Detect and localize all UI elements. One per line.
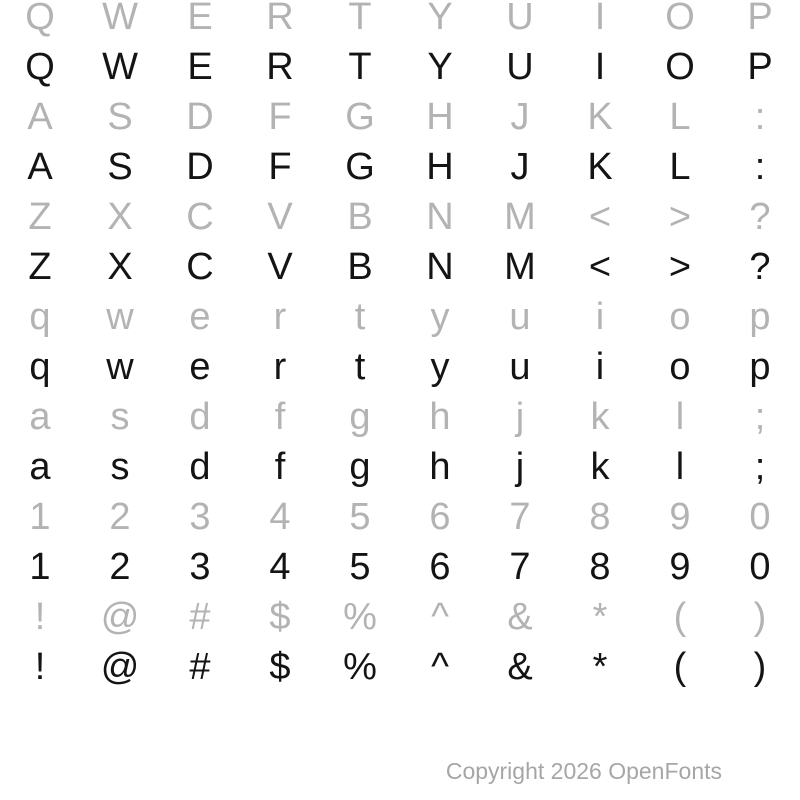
glyph-cell: U [506,46,534,88]
glyph-cell: : [754,96,766,138]
glyph-cell: Y [427,46,453,88]
glyph-cell: ( [673,596,687,638]
glyph-cell: g [349,446,371,488]
specimen-row [0,42,800,92]
glyph-cell: & [507,596,533,638]
glyph-cell: E [187,0,213,38]
glyph-cell: 3 [189,546,211,588]
glyph-cell: p [749,346,771,388]
glyph-cell: Q [25,46,55,88]
glyph-cell: V [267,196,293,238]
glyph-cell: y [430,296,450,338]
glyph-cell: e [189,296,211,338]
glyph-cell: J [510,146,530,188]
glyph-cell: w [106,296,134,338]
glyph-cell: ? [749,196,771,238]
glyph-cell: X [107,246,133,288]
glyph-cell: T [348,0,372,38]
glyph-cell: 8 [589,496,611,538]
glyph-cell: J [510,96,530,138]
glyph-cell: T [348,46,372,88]
glyph-cell: Y [427,0,453,38]
glyph-cell: % [343,646,377,688]
specimen-row [0,242,800,292]
specimen-row [0,192,800,242]
specimen-row [0,442,800,492]
glyph-cell: t [354,296,366,338]
glyph-cell: V [267,246,293,288]
glyph-cell: i [595,346,605,388]
glyph-cell: O [665,0,695,38]
glyph-cell: ( [673,646,687,688]
glyph-cell: C [186,196,214,238]
glyph-cell: 2 [109,546,131,588]
glyph-cell: 0 [749,496,771,538]
glyph-cell: ) [753,646,767,688]
glyph-cell: F [268,96,292,138]
glyph-cell: $ [269,646,291,688]
glyph-cell: q [29,346,51,388]
specimen-row [0,92,800,142]
glyph-cell: h [429,446,451,488]
glyph-cell: # [189,596,211,638]
glyph-cell: ! [34,596,46,638]
glyph-cell: : [754,146,766,188]
specimen-row [0,292,800,342]
glyph-cell: G [345,146,375,188]
glyph-cell: ! [34,646,46,688]
glyph-cell: * [592,596,608,638]
glyph-cell: H [426,96,454,138]
glyph-cell: K [587,96,613,138]
glyph-cell: Z [28,246,52,288]
specimen-row [0,142,800,192]
glyph-cell: G [345,96,375,138]
specimen-row [0,342,800,392]
glyph-cell: h [429,396,451,438]
glyph-cell: D [186,146,214,188]
glyph-cell: u [509,346,531,388]
glyph-cell: 0 [749,546,771,588]
glyph-cell: @ [100,646,140,688]
copyright-notice: Copyright 2026 OpenFonts [445,758,722,784]
glyph-cell: X [107,196,133,238]
glyph-cell: H [426,146,454,188]
glyph-cell: * [592,646,608,688]
glyph-cell: < [588,246,612,288]
glyph-cell: g [349,396,371,438]
glyph-cell: @ [100,596,140,638]
glyph-cell: N [426,196,454,238]
glyph-cell: ^ [431,646,449,688]
glyph-cell: W [102,0,138,38]
glyph-cell: r [273,346,287,388]
glyph-cell: R [266,46,294,88]
glyph-cell: I [594,0,606,38]
specimen-row [0,0,800,42]
glyph-cell: D [186,96,214,138]
glyph-cell: k [590,396,610,438]
glyph-cell: Q [25,0,55,38]
glyph-cell: 4 [269,496,291,538]
glyph-cell: S [107,96,133,138]
glyph-cell: 7 [509,546,531,588]
glyph-cell: p [749,296,771,338]
glyph-cell: 5 [349,496,371,538]
glyph-cell: 1 [29,496,51,538]
glyph-cell: I [594,46,606,88]
glyph-cell: M [504,246,536,288]
specimen-row [0,392,800,442]
glyph-cell: O [665,46,695,88]
glyph-cell: r [273,296,287,338]
glyph-cell: 6 [429,546,451,588]
glyph-cell: B [347,196,373,238]
glyph-cell: 3 [189,496,211,538]
glyph-cell: > [668,246,692,288]
glyph-cell: y [430,346,450,388]
glyph-cell: l [675,446,685,488]
glyph-cell: P [747,0,773,38]
glyph-cell: 4 [269,546,291,588]
glyph-cell: B [347,246,373,288]
glyph-cell: i [595,296,605,338]
glyph-cell: s [110,396,130,438]
glyph-cell: N [426,246,454,288]
glyph-cell: F [268,146,292,188]
glyph-cell: R [266,0,294,38]
glyph-cell: & [507,646,533,688]
glyph-cell: C [186,246,214,288]
glyph-cell: 6 [429,496,451,538]
glyph-cell: M [504,196,536,238]
glyph-cell: j [515,396,525,438]
glyph-cell: u [509,296,531,338]
glyph-cell: f [274,396,286,438]
glyph-cell: K [587,146,613,188]
glyph-cell: 7 [509,496,531,538]
glyph-cell: s [110,446,130,488]
glyph-cell: % [343,596,377,638]
glyph-cell: 8 [589,546,611,588]
glyph-cell: q [29,296,51,338]
glyph-cell: A [27,96,53,138]
glyph-cell: < [588,196,612,238]
glyph-cell: d [189,446,211,488]
glyph-cell: ) [753,596,767,638]
glyph-cell: W [102,46,138,88]
specimen-row [0,542,800,592]
glyph-cell: 9 [669,546,691,588]
glyph-cell: o [669,296,691,338]
glyph-cell: > [668,196,692,238]
glyph-cell: l [675,396,685,438]
glyph-cell: f [274,446,286,488]
glyph-cell: A [27,146,53,188]
specimen-row [0,642,800,692]
glyph-cell: ; [754,396,766,438]
glyph-cell: e [189,346,211,388]
glyph-cell: $ [269,596,291,638]
glyph-cell: 5 [349,546,371,588]
glyph-cell: t [354,346,366,388]
glyph-cell: ? [749,246,771,288]
glyph-cell: L [669,146,691,188]
glyph-cell: 2 [109,496,131,538]
glyph-cell: U [506,0,534,38]
glyph-cell: 9 [669,496,691,538]
glyph-cell: d [189,396,211,438]
glyph-cell: j [515,446,525,488]
glyph-cell: a [29,446,51,488]
glyph-cell: # [189,646,211,688]
glyph-cell: w [106,346,134,388]
glyph-cell: k [590,446,610,488]
glyph-cell: E [187,46,213,88]
glyph-cell: ^ [431,596,449,638]
glyph-cell: P [747,46,773,88]
glyph-cell: o [669,346,691,388]
glyph-cell: L [669,96,691,138]
glyph-cell: Z [28,196,52,238]
glyph-cell: S [107,146,133,188]
glyph-cell: 1 [29,546,51,588]
specimen-row [0,492,800,542]
specimen-row [0,592,800,642]
glyph-cell: ; [754,446,766,488]
glyph-cell: a [29,396,51,438]
